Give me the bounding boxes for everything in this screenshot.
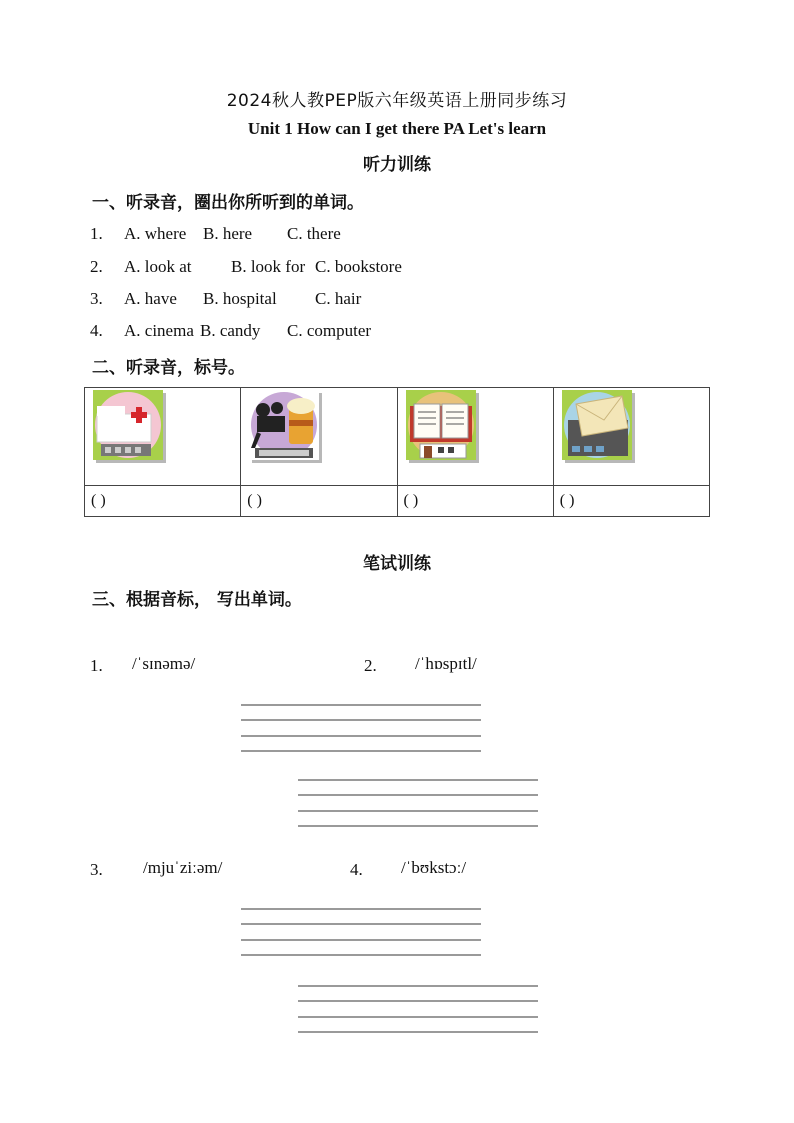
section-1-heading: 一、听录音，圈出你所听到的单词。: [92, 193, 364, 213]
phonetic-item-3-number: 3.: [90, 860, 103, 879]
answer-blank[interactable]: ( ): [553, 486, 709, 517]
bookstore-icon: [406, 390, 480, 464]
hospital-icon: [93, 390, 167, 464]
section-3-heading: 三、根据音标， 写出单词。: [92, 590, 302, 610]
question-number: 2.: [90, 257, 103, 276]
section-2-heading: 二、听录音，标号。: [92, 358, 245, 378]
writing-lines-1[interactable]: [241, 702, 481, 754]
option-c: C. bookstore: [315, 257, 402, 276]
option-a: A. have: [124, 289, 177, 308]
phonetic-item-3: /mjuˈziːəm/: [143, 858, 223, 877]
question-number: 1.: [90, 224, 103, 243]
answer-blank[interactable]: ( ): [397, 486, 553, 517]
phonetic-item-1: /ˈsɪnəmə/: [132, 654, 196, 673]
option-a: A. where: [124, 224, 187, 243]
option-b: B. look for: [231, 257, 306, 276]
picture-numbering-table: [84, 387, 710, 517]
phonetic-item-4-number: 4.: [350, 860, 363, 879]
picture-cell: [241, 388, 397, 486]
picture-cell: [397, 388, 553, 486]
writing-lines-4[interactable]: [298, 983, 538, 1035]
phonetic-item-1-number: 1.: [90, 656, 103, 675]
answer-blank[interactable]: ( ): [85, 486, 241, 517]
question-3: [90, 289, 490, 311]
listening-heading: 听力训练: [363, 155, 431, 175]
question-number: 3.: [90, 289, 103, 308]
option-b: B. candy: [200, 321, 261, 340]
question-4: [90, 321, 490, 343]
option-c: C. hair: [315, 289, 362, 308]
post-office-icon: [562, 390, 636, 464]
phonetic-item-4: /ˈbʊkstɔː/: [401, 858, 467, 877]
phonetic-item-2: /ˈhɒspɪtl/: [415, 654, 477, 673]
written-heading: 笔试训练: [363, 554, 431, 574]
question-number: 4.: [90, 321, 103, 340]
option-b: B. here: [203, 224, 253, 243]
worksheet-title: 2024秋人教PEP版六年级英语上册同步练习: [226, 91, 568, 111]
question-1: [90, 224, 490, 246]
option-a: A. look at: [124, 257, 192, 276]
answer-blank[interactable]: ( ): [241, 486, 397, 517]
option-c: C. there: [287, 224, 341, 243]
writing-lines-2[interactable]: [298, 777, 538, 829]
option-b: B. hospital: [203, 289, 277, 308]
phonetic-item-2-number: 2.: [364, 656, 377, 675]
question-2: [90, 257, 490, 279]
cinema-icon: [249, 390, 323, 464]
option-a: A. cinema: [124, 321, 194, 340]
writing-lines-3[interactable]: [241, 906, 481, 958]
picture-cell: [85, 388, 241, 486]
picture-cell: [553, 388, 709, 486]
unit-title: Unit 1 How can I get there PA Let's learn: [247, 119, 547, 138]
option-c: C. computer: [287, 321, 372, 340]
